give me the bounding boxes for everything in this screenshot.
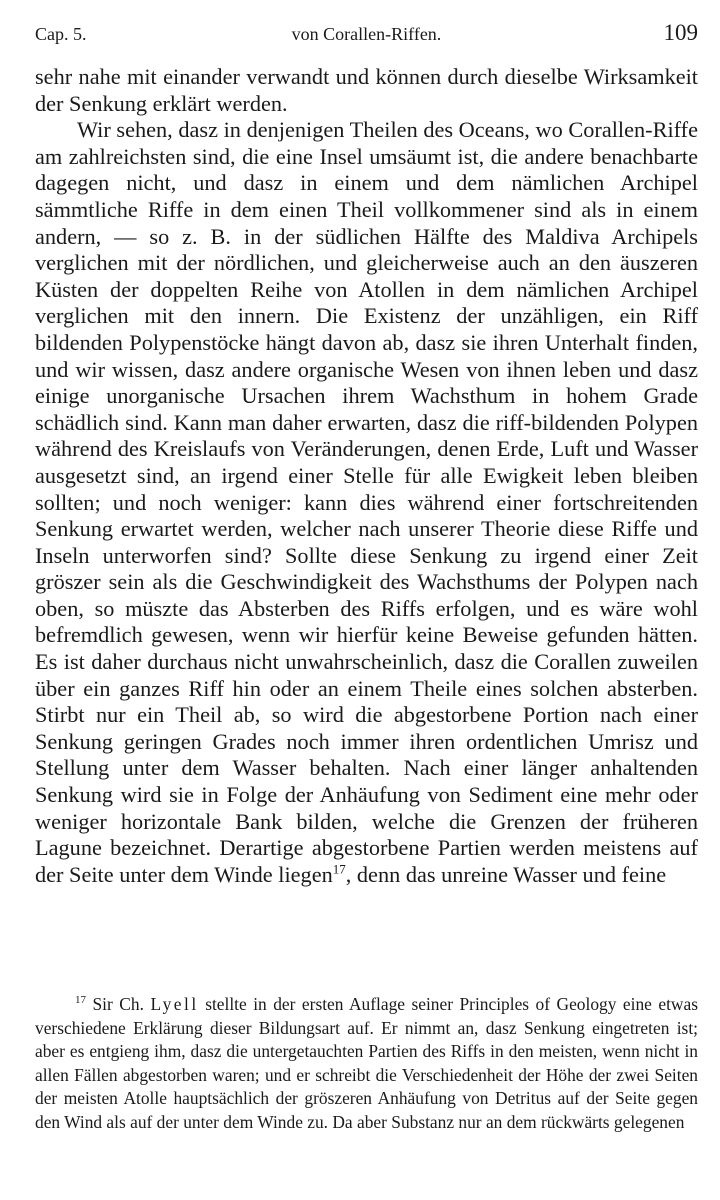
paragraph-1: sehr nahe mit einander verwandt und können durch dieselbe Wirksamkeit der Senkung erklärt werden. <box>35 64 698 116</box>
footnote-mark: 17 <box>75 994 86 1007</box>
footnote-text: stellte in der ersten Auflage seiner Principles of Geology eine etwas verschiedene Erklärung dieser Bildungsart auf. Er nimmt an, dasz Senkung eingetreten ist; aber es entgieng ihm, dasz die untergetauchten Partien des Riffs in den meisten, wenn nicht in allen Fällen abgestorben waren; und er schreibt die Verschiedenheit der Höhe der zwei Seiten der meisten Atolle hauptsächlich der gröszeren Anhäufung von Detritus auf der Seite gegen den Wind als auf der unter dem Winde zu. Da aber Substanz nur an dem rückwärts gelegenen <box>35 994 698 1132</box>
main-text <box>35 64 698 888</box>
chapter-label: Cap. 5. <box>35 24 87 44</box>
footnote-17 <box>35 993 698 1135</box>
paragraph-2-tail: , denn das unreine Wasser und feine <box>345 861 667 887</box>
footnote-author-name: Lyell <box>150 994 199 1014</box>
paragraph-2 <box>35 117 698 888</box>
footnote-author-prefix: Sir Ch. <box>92 994 144 1014</box>
running-title: von Corallen-Riffen. <box>291 24 442 44</box>
page-number: 109 <box>663 20 698 45</box>
footnote-reference[interactable]: 17 <box>332 861 346 877</box>
footnote-section <box>35 993 698 1135</box>
paragraph-2-text: Wir sehen, dasz in denjenigen Theilen des Oceans, wo Corallen-Riffe am zahlreichsten sind, die eine Insel umsäumt ist, die andere benachbarte dagegen nicht, und dasz in einem und dem nämlichen Archipel sämmtliche Riffe in dem einen Theil vollkommener sind als in einem andern, — so z. B. in der südlichen Hälfte des Maldiva Archipels verglichen mit der nördlichen, und gleicherweise auch an den äuszeren Küsten der doppelten Reihe von Atollen in dem nämlichen Archipel verglichen mit den innern. Die Existenz der unzähligen, ein Riff bildenden Polypenstöcke hängt davon ab, dasz sie ihren Unterhalt finden, und wir wissen, dasz andere organische Wesen von ihnen leben und dasz einige unorganische Ursachen ihrem Wachsthum in hohem Grade schädlich sind. Kann man daher erwarten, dasz die riff-bildenden Polypen während des Kreislaufs von Veränderungen, denen Erde, Luft und Wasser ausgesetzt sind, an irgend einer Stelle für alle Ewigkeit leben bleiben sollten; und noch weniger: kann dies während einer fortschreitenden Senkung erwartet werden, welcher nach unserer Theorie diese Riffe und Inseln unterworfen sind? Sollte diese Senkung zu irgend einer Zeit gröszer sein als die Geschwindigkeit des Wachsthums der Polypen nach oben, so müszte das Absterben des Riffs erfolgen, und es wäre wohl befremdlich gewesen, wenn wir hierfür keine Beweise gefunden hätten. Es ist daher durchaus nicht unwahrscheinlich, dasz die Corallen zuweilen über ein ganzes Riff hin oder an einem Theile eines solchen absterben. Stirbt nur ein Theil ab, so wird die abgestorbene Portion nach einer Senkung geringen Grades noch immer ihren ordentlichen Umrisz und Stellung unter dem Wasser behalten. Nach einer länger anhaltenden Senkung wird sie in Folge der Anhäufung von Sediment eine mehr oder weniger horizontale Bank bilden, welche die Grenzen der früheren Lagune bezeichnet. Derartige abgestorbene Partien werden meistens auf der Seite unter dem Winde liegen <box>35 117 698 887</box>
page-header <box>35 20 698 50</box>
